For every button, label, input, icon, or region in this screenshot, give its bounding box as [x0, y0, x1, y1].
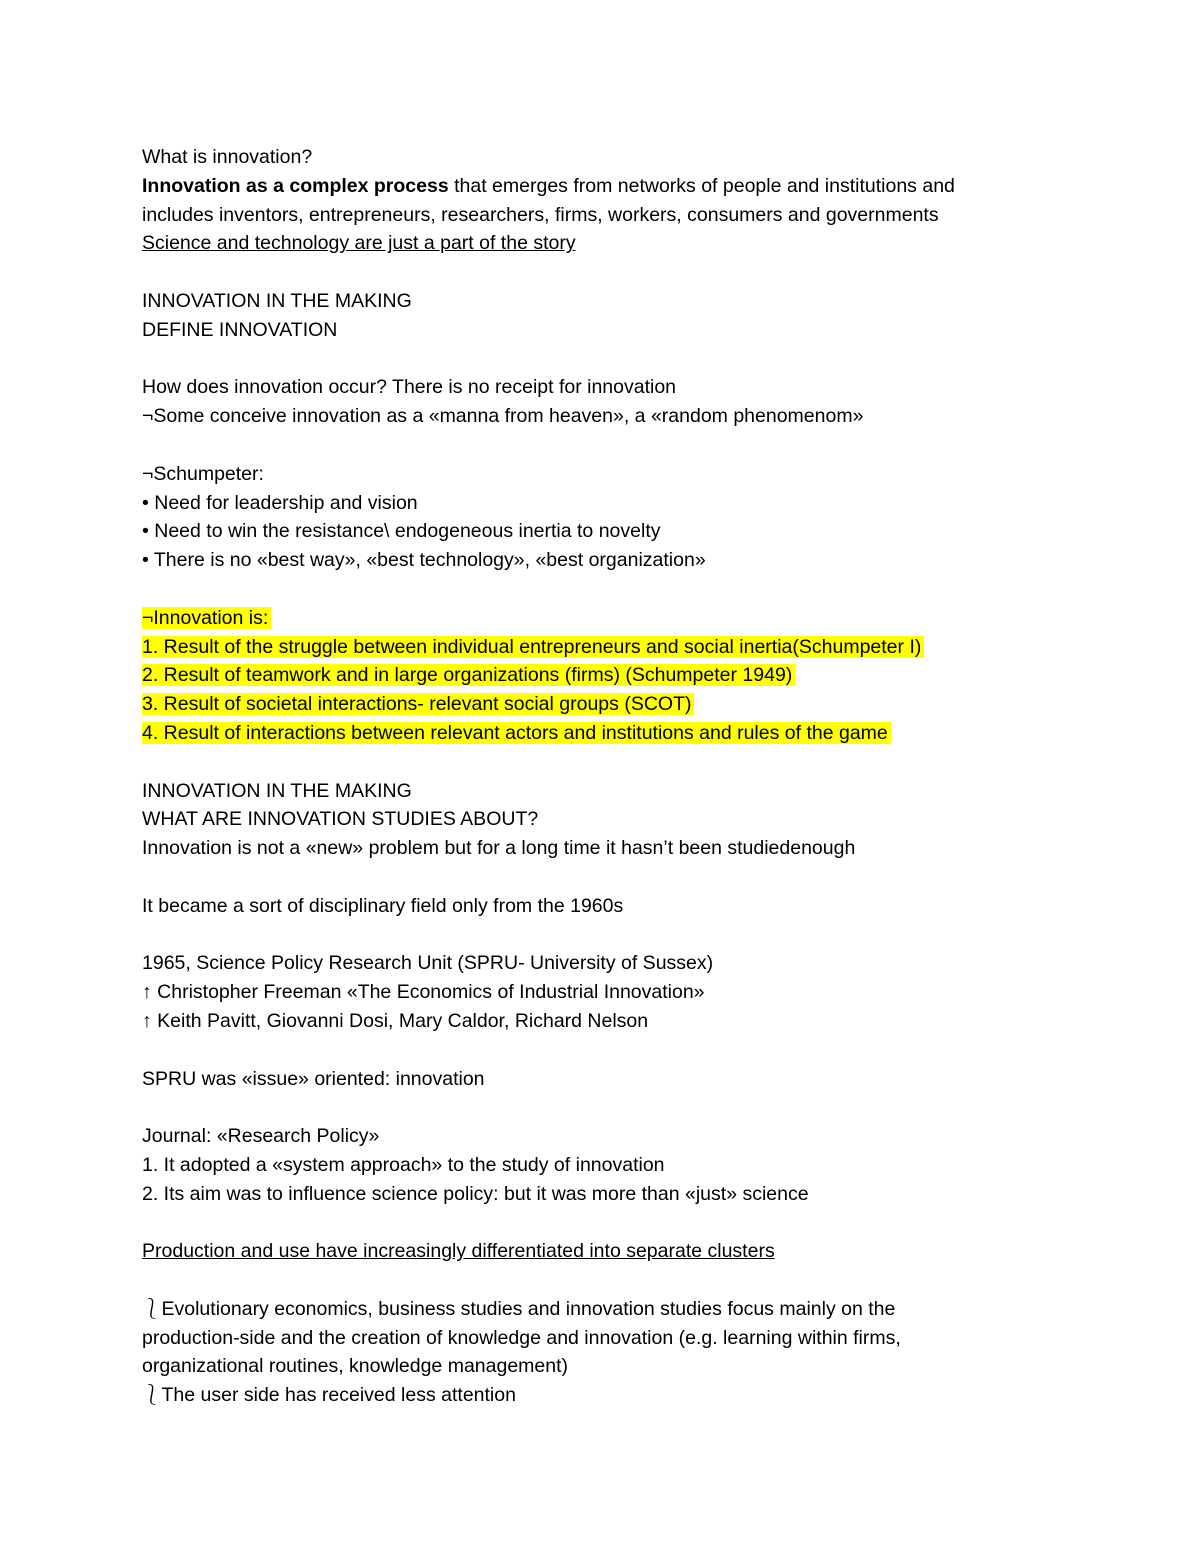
highlighted-line	[142, 661, 1142, 690]
spacer	[142, 1036, 1142, 1065]
spacer	[142, 863, 1142, 892]
spacer	[142, 345, 1142, 374]
bullet-item: • Need for leadership and vision	[142, 491, 418, 514]
evolutionary-line-2: production-side and the creation of knowledge and innovation (e.g. learning within firms,	[142, 1326, 901, 1349]
innovation-is-heading: ¬Innovation is:	[142, 607, 271, 629]
innovation-list-item: 1. Result of the struggle between individual entrepreneurs and social inertia(Schumpeter I)	[142, 636, 924, 658]
spacer	[142, 748, 1142, 777]
freeman-line: ↑ Christopher Freeman «The Economics of Industrial Innovation»	[142, 981, 705, 1004]
innovation-list-item: 4. Result of interactions between relevant actors and institutions and rules of the game	[142, 722, 891, 744]
definition-line-1	[142, 172, 1142, 201]
schumpeter-heading: ¬Schumpeter:	[142, 462, 264, 485]
manna-line: ¬Some conceive innovation as a «manna from heaven», a «random phenomenom»	[142, 405, 864, 428]
document-page	[142, 143, 1142, 1410]
evolutionary-line-1: ⎱Evolutionary economics, business studies and innovation studies focus mainly on the	[142, 1297, 896, 1320]
innovation-list-item: 2. Result of teamwork and in large organizations (firms) (Schumpeter 1949)	[142, 664, 795, 686]
journal-list-item: 2. Its aim was to influence science policy: but it was more than «just» science	[142, 1182, 809, 1205]
spacer	[142, 258, 1142, 287]
spacer	[142, 575, 1142, 604]
production-heading: Production and use have increasingly differentiated into separate clusters	[142, 1240, 775, 1263]
spacer	[142, 431, 1142, 460]
section-subheading: WHAT ARE INNOVATION STUDIES ABOUT?	[142, 808, 539, 831]
user-side-line: ⎱The user side has received less attention	[142, 1384, 516, 1407]
spru-issue-line: SPRU was «issue» oriented: innovation	[142, 1067, 485, 1090]
not-new-line: Innovation is not a «new» problem but for a long time it hasn’t been studiedenough	[142, 837, 856, 860]
how-occur-line: How does innovation occur? There is no receipt for innovation	[142, 376, 677, 399]
highlighted-line	[142, 633, 1142, 662]
section-heading: INNOVATION IN THE MAKING	[142, 779, 412, 802]
pavitt-line: ↑ Keith Pavitt, Giovanni Dosi, Mary Caldor, Richard Nelson	[142, 1009, 649, 1032]
question-title: What is innovation?	[142, 146, 313, 168]
journal-line: Journal: «Research Policy»	[142, 1125, 380, 1148]
spacer	[142, 1266, 1142, 1295]
bullet-item: • There is no «best way», «best technology», «best organization»	[142, 549, 706, 572]
sixties-line: It became a sort of disciplinary field only from the 1960s	[142, 894, 624, 917]
highlighted-line	[142, 719, 1142, 748]
bullet-item: • Need to win the resistance\ endogeneous inertia to novelty	[142, 520, 661, 543]
journal-list-item: 1. It adopted a «system approach» to the study of innovation	[142, 1153, 665, 1176]
highlighted-line	[142, 604, 1142, 633]
science-technology-note: Science and technology are just a part of the story	[142, 232, 576, 255]
spru-founding-line: 1965, Science Policy Research Unit (SPRU- University of Sussex)	[142, 952, 714, 975]
definition-rest: that emerges from networks of people and institutions and	[448, 174, 955, 197]
spacer	[142, 1093, 1142, 1122]
definition-bold-term: Innovation as a complex process	[142, 174, 449, 197]
spacer	[142, 921, 1142, 950]
highlighted-line	[142, 690, 1142, 719]
innovation-list-item: 3. Result of societal interactions- relevant social groups (SCOT)	[142, 693, 694, 715]
spacer	[142, 1208, 1142, 1237]
section-heading: INNOVATION IN THE MAKING	[142, 289, 412, 312]
section-subheading: DEFINE INNOVATION	[142, 318, 338, 341]
definition-line-2: includes inventors, entrepreneurs, researchers, firms, workers, consumers and governments	[142, 203, 939, 226]
evolutionary-line-3: organizational routines, knowledge management)	[142, 1355, 569, 1378]
